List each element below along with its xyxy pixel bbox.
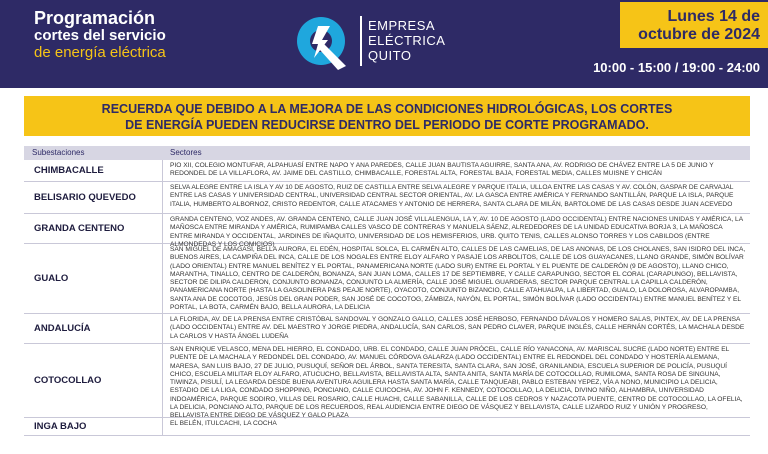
table-row	[24, 314, 750, 344]
schedule-table	[24, 146, 750, 436]
logo-line-2: ELÉCTRICA	[368, 33, 446, 48]
title-line-3: de energía eléctrica	[34, 44, 166, 61]
table-row	[24, 160, 750, 182]
sector-list: EL BELÉN, ITULCACHI, LA COCHA	[162, 418, 750, 435]
table-row	[24, 182, 750, 214]
logo-q-icon	[294, 14, 352, 70]
substation-name: COTOCOLLAO	[34, 375, 102, 386]
table-row	[24, 344, 750, 418]
substation-name: BELISARIO QUEVEDO	[34, 192, 136, 203]
sector-list: LA FLORIDA, AV. DE LA PRENSA ENTRE CRISTÓBAL SANDOVAL Y GONZALO GALLO, CALLES JOSÉ HERBOSO, FERNANDO DÁVALOS Y HOMERO SALAS, PINTEX, AV. DE LA PRENSA (LADO OCCIDENTAL) ENTRE AV. DEL MAESTRO Y JORGE PIEDRA, ANDALUCÍA, SAN CARLOS, SAN PEDRO CLAVER, PARQUE INGLÉS, CALLE HERNÁN CORTÉS, LA MACHALA DESDE LA CARLOS V HASTA ÁNGEL LUDEÑA	[162, 314, 750, 343]
header-sectors: Sectores	[170, 148, 202, 157]
table-body	[24, 160, 750, 436]
header-banner	[0, 0, 768, 88]
logo-line-1: EMPRESA	[368, 18, 436, 33]
table-row	[24, 214, 750, 248]
notice-banner	[24, 96, 750, 136]
logo-divider	[360, 16, 362, 66]
date-line-2: octubre de 2024	[638, 26, 760, 43]
table-row	[24, 418, 750, 436]
sector-list: PIO XII, COLEGIO MONTUFAR, ALPAHUASÍ ENTRE NAPO Y ANA PAREDES, CALLE JUAN BAUTISTA AGUIRRE, SANTA ANA, AV. RODRIGO DE CHÁVEZ ENTRE LA 5 DE JUNIO Y REDONDEL DE LA VILLAFLORA, AV. JAIME DEL CASTILLO, CHIMBACALLE, FORESTAL ALTA, FORESTAL BAJA, FORESTAL MEDIA, CALLES MUISNE Y CHICÁN	[162, 160, 750, 181]
title-line-1: Programación	[34, 8, 156, 28]
notice-line-2: DE ENERGÍA PUEDEN REDUCIRSE DENTRO DEL PERIODO DE CORTE PROGRAMADO.	[125, 118, 649, 132]
substation-name: GRANDA CENTENO	[34, 223, 125, 234]
sector-list: SAN ENRIQUE VELASCO, MENA DEL HIERRO, EL CONDADO, URB. EL CONDADO, CALLE JUAN PRÓCEL, CALLE RÍO YANACONA, AV. MARISCAL SUCRE (LADO NORTE) ENTRE EL PUENTE DE LA MACHALA Y REDONDEL DEL CONDADO, AV. MANUEL CÓRDOVA GALARZA (LADO OCCIDENTAL) ENTRE EL REDONDEL DEL CONDADO Y HOSTERÍA ALEMANA, MARESA, SAN LUIS BAJO, 27 DE JULIO, PUSUQUÍ, SEÑOR DEL ÁRBOL, SANTA TERESITA, SANTA CLARA, SAN JOSÉ, GRANILANDIA, ESCUELA SUPERIOR DE POLICÍA, PUSUQUÍ CHICO, ESCUELA MILITAR ELOY ALFARO, ATUCUCHO, BELLAVISTA, BELLAVISTA ALTA, SANTA ANITA, SANTA MARÍA DE COTOCOLLAO, RUMILOMA, SANTA ROSA DE SINGUNA, TIWINZA, PISULÍ, LA LEGARDA DESDE BUENA AVENTURA AGUILERA HASTA SANTA MARÍA, CALLE TANQUEABI, PABLO ESTEBAN YEPEZ, VÍA A NONO, MUNICIPIO LA DELICIA, ESTADIO DE LA LIGA, CONDADO SHOPPING, PONCIANO, CALLE CUICOCHA, AV. JOHN F. KENNEDY, COTOCOLLAO, LA DELICIA, DIVINO NIÑO, ALHAMBRA, UNIVERSIDAD INDOAMÉRICA, PARQUE SODIRO, VILLAS DEL ROSARIO, CALLE HUACHI, CALLE SABANILLA, CALLE DE LOS CEDROS Y NAZACOTA PUENTE, CENTRO DE COTOCOLLAO, LA OFELIA, LA DELICIA, PONCIANO ALTO, PARQUE DE LOS RECUERDOS, REAL AUDIENCIA ENTRE DIEGO DE VÁSQUEZ Y BELLAVISTA, CALLE LIZARDO RUIZ Y UNIÓN Y PROGRESO, BELLAVISTA ENTRE DIEGO DE VÁSQUEZ Y GALO PLAZA	[162, 344, 750, 417]
header-substations: Subestaciones	[32, 148, 85, 157]
table-header	[24, 146, 750, 160]
page-title	[34, 10, 234, 61]
sector-list: SELVA ALEGRE ENTRE LA ISLA Y AV 10 DE AGOSTO, RUIZ DE CASTILLA ENTRE SELVA ALEGRE Y PARQUE ITALIA, ULLOA ENTRE LAS CASAS Y AV. COLÓN, GASPAR DE CARVAJAL ENTRE LAS CASAS Y UNIVERSIDAD CENTRAL, UNIVERSIDAD CENTRAL SECTOR ORIENTAL, AV. LA GASCA ENTRE AMÉRICA Y FERNANDO SANTILLÁN, PARQUE LA ISLA, PARQUE ITALIA, HUMBERTO ALBORNOZ, CRISTO REDENTOR, CALLE ATACAMES Y ANTONIO DE HERRERA, SANTA CLARA DE MILÁN, BARTOLOME DE LAS CASAS DESDE JUAN ACEVEDO	[162, 182, 750, 213]
sector-list: GRANDA CENTENO, VOZ ANDES, AV. GRANDA CENTENO, CALLE JUAN JOSÉ VILLALENGUA, LA Y, AV. 10 DE AGOSTO (LADO OCCIDENTAL) ENTRE NACIONES UNIDAS Y AMÉRICA, LA MAÑOSCA ENTRE MIRANDA Y AMÉRICA, RUMIPAMBA CALLES VASCO DE CONTRERAS Y MANUELA SÁENZ, ALREDEDORES DE LA UNIDAD EDUCATIVA BORJA 3, LA MAÑOSCA ENTRE MIRANDA Y OCCIDENTAL, JARDINES DE IÑAQUITO, UNIVERSIDAD DE LOS HEMISFERIOS, URB. QUITO TENIS, CALLES ALONSO TORRES Y LOS CABILDOS (ENTRE ALMONDEDAS Y LOS COMICIOS)	[162, 214, 750, 243]
table-row	[24, 244, 750, 314]
outage-hours: 10:00 - 15:00 / 19:00 - 24:00	[593, 60, 760, 75]
logo-line-3: QUITO	[368, 48, 412, 63]
substation-name: INGA BAJO	[34, 421, 87, 432]
logo-text	[368, 18, 445, 63]
notice-line-1: RECUERDA QUE DEBIDO A LA MEJORA DE LAS CONDICIONES HIDROLÓGICAS, LOS CORTES	[101, 102, 673, 116]
date-line-1: Lunes 14 de	[667, 8, 760, 25]
substation-name: GUALO	[34, 273, 69, 284]
substation-name: ANDALUCÍA	[34, 323, 91, 334]
date-badge	[620, 2, 768, 48]
company-logo	[294, 12, 444, 70]
title-line-2: cortes del servicio	[34, 27, 166, 44]
sector-list: SAN MIGUEL DE AMAGASÍ, BELLA AURORA, EL EDÉN, HOSPITAL SOLCA, EL CARMÉN ALTO, CALLES DE LAS CAMELIAS, DE LAS ANONAS, DE LOS CHOLANES, SAN ISIDRO DEL INCA, BUENOS AIRES, LA CAMPIÑA DEL INCA, CALLE DE LOS NOGALES ENTRE ELOY ALFARO Y PASAJE LOS ARBOLITOS, CALLE DE LOS GUAYACANES, LLANO GRANDE, SIMÓN BOLÍVAR (LADO ORIENTAL) ENTRE MANUEL BENÍTEZ Y EL PORTAL, PANAMERICANA NORTE (LADO SUR) ENTRE EL PORTAL Y EL PUENTE DE CALDERÓN (9 DE AGOSTO), LLANO CHICO, MARANTHA, TINALLO, CENTRO DE CALDERÓN, BONANZA, SAN JUAN LOMA, CALLES 17 DE SEPTIEMBRE, Y CALLE CARAPUNGO, SECTOR EL CORAL (CARAPUNGO), BELLAVISTA, SECTOR DE DILIPA CALDERON, CONJUNTO BONANZA, CONJUNTO LA ALMERÍA, CALLE JOSÉ MIGUEL GUARDERAS, SECTOR PARQUE CENTRAL LA CAPILLA CALDERÓN, PANAMERICANA NORTE (HASTA LA GASOLINERA P&S PEAJE NORTE), OYACOTO, CONJUNTO BIZANCIO, CALLE ATAHUALPA, LA LIBERTAD, GUALO, LA DOLOROSA, ALVAROPAMBA, SANTA ANA DE COCOTOG, JESÚS DEL GRAN PODER, SAN JOSÉ DE COCOTOG, ZÁMBIZA, NAYÓN, EL PORTAL, SIMÓN BOLÍVAR (LADO OCCIDENTAL) ENTRE MANUEL BENÍTEZ Y EL PORTAL, LA BOTA, CARMÉN BAJO, BELLA AURORA, LA DELICIA	[162, 244, 750, 313]
substation-name: CHIMBACALLE	[34, 165, 104, 176]
